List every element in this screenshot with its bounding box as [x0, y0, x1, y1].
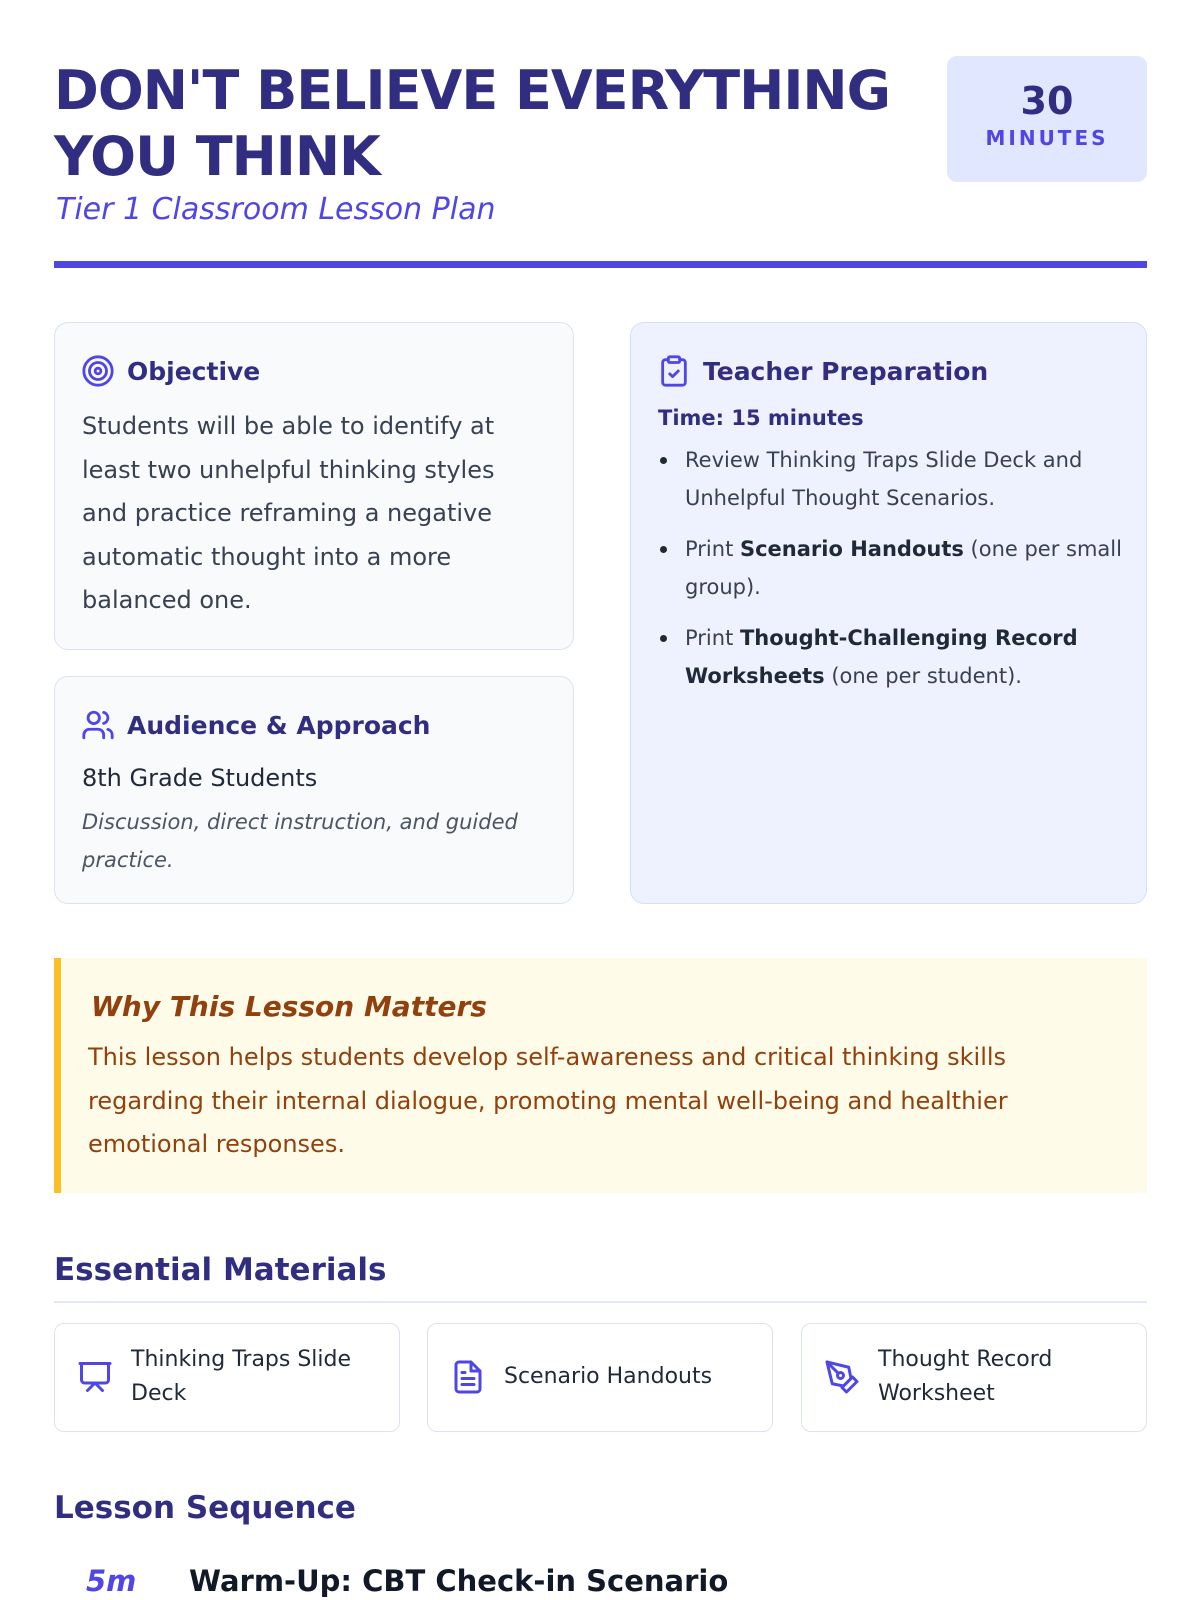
document-icon: [450, 1359, 486, 1395]
sequence-step-name: Warm-Up: CBT Check-in Scenario: [189, 1564, 729, 1598]
audience-approach: Discussion, direct instruction, and guided practice.: [82, 810, 518, 872]
material-label: Scenario Handouts: [504, 1364, 713, 1389]
preparation-title: Teacher Preparation: [703, 356, 989, 386]
sequence-heading: Lesson Sequence: [54, 1490, 356, 1526]
audience-header: [81, 705, 430, 745]
objective-header: [81, 351, 260, 391]
objective-text: Students will be able to identify at least two unhelpful thinking styles and practice reframing a negative automatic thought into a more balanced one.: [82, 412, 495, 614]
clipboard-check-icon: [657, 354, 691, 388]
preparation-list: [685, 441, 1125, 708]
material-label: Thinking Traps Slide Deck: [131, 1347, 352, 1406]
sequence-step-time: 5m: [86, 1564, 137, 1598]
material-item-slide-deck: [54, 1323, 400, 1432]
preparation-item: Print Scenario Handouts (one per small group).: [685, 530, 1125, 606]
preparation-time: Time: 15 minutes: [658, 406, 864, 430]
materials-divider: [54, 1301, 1147, 1303]
duration-value: 30: [1020, 79, 1074, 123]
duration-badge: [947, 56, 1147, 182]
why-text: This lesson helps students develop self-awareness and critical thinking skills regarding their internal dialogue, promoting mental well-being and healthier emotional responses.: [88, 1043, 1008, 1158]
target-icon: [81, 354, 115, 388]
teacher-preparation-card: [630, 322, 1147, 904]
objective-title: Objective: [127, 356, 261, 386]
pen-tool-icon: [824, 1359, 860, 1395]
page-header: [54, 56, 1147, 268]
audience-title: Audience & Approach: [127, 710, 431, 740]
presentation-icon: [77, 1359, 113, 1395]
page-title: DON'T BELIEVE EVERYTHING YOU THINK: [54, 59, 890, 188]
preparation-header: [657, 351, 988, 391]
materials-heading: Essential Materials: [54, 1252, 387, 1288]
preparation-item: Review Thinking Traps Slide Deck and Unhelpful Thought Scenarios.: [685, 441, 1125, 517]
why-title: Why This Lesson Matters: [91, 990, 487, 1023]
audience-grade: 8th Grade Students: [82, 764, 318, 792]
material-item-worksheet: [801, 1323, 1147, 1432]
material-item-handouts: [427, 1323, 773, 1432]
duration-unit: MINUTES: [985, 126, 1109, 150]
preparation-item: Print Thought-Challenging Record Worksheets (one per student).: [685, 619, 1125, 695]
header-divider: [54, 261, 1147, 268]
page-subtitle: Tier 1 Classroom Lesson Plan: [56, 192, 496, 227]
audience-card: [54, 676, 574, 904]
users-icon: [81, 708, 115, 742]
why-callout: [54, 958, 1147, 1193]
material-label: Thought Record Worksheet: [878, 1347, 1053, 1406]
lesson-plan-page: [54, 0, 1147, 1600]
objective-card: [54, 322, 574, 650]
